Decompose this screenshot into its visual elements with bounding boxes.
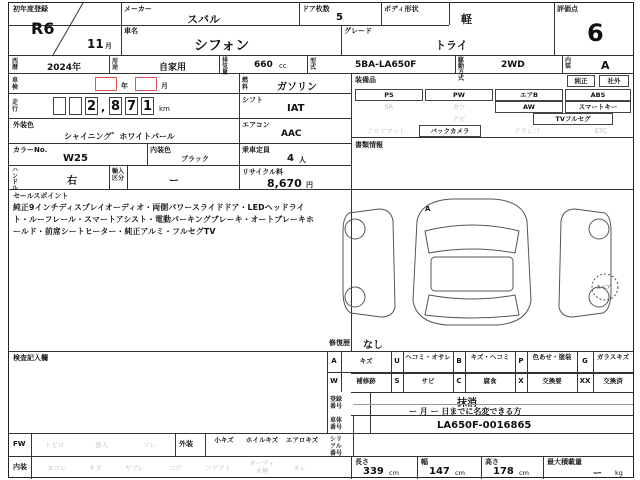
first-reg-month-unit: 月 (105, 42, 112, 50)
car-name-value: シフォン (194, 38, 250, 54)
interior-grade-label: 内装 (565, 57, 572, 70)
legend-key: P (518, 357, 524, 365)
interior-item: ヨゴレ (47, 464, 67, 472)
import-label: 輸入区分 (112, 168, 125, 182)
year-label: 西暦 (12, 58, 19, 71)
legend-text: 補修跡 (356, 377, 376, 385)
recycle-unit: 円 (306, 181, 313, 189)
legend-text: ヘコミ・オサレ (405, 353, 451, 361)
legend-text: サビ (421, 377, 435, 385)
legend-text: 交換要 (542, 377, 562, 385)
drive-label: 駆動方式 (458, 57, 465, 82)
body-label: ボディ形状 (384, 5, 419, 13)
exterior-color-label: 外装色 (13, 121, 34, 129)
legend-key: B (456, 357, 462, 365)
equipment-item: バックカメラ (419, 125, 481, 137)
first-reg-label: 初年度登録 (13, 5, 48, 13)
handle-label: ハンドル (12, 167, 19, 192)
equipment-item: フロアマット (366, 127, 406, 135)
fw-item: 巻入 (95, 441, 108, 449)
interior-item: ヌレ (293, 464, 306, 472)
legend-text: キズ・ヘコミ (470, 353, 510, 361)
mileage-digit: 2 (86, 99, 97, 114)
grade-label: グレード (344, 27, 372, 35)
mileage-label: 走行 (12, 99, 19, 113)
pure-badge: 純正 (567, 75, 595, 87)
inspection-month-box[interactable] (135, 77, 157, 91)
length-unit: cm (389, 469, 399, 477)
import-value: ー (169, 176, 179, 187)
spare-label: スペア (596, 285, 612, 291)
aftermarket-badge: 社外 (599, 75, 629, 87)
interior-row-label: 内装 (13, 463, 27, 471)
registration-label: 登録番号 (330, 396, 343, 410)
legend-text: 色あせ・塗装 (532, 353, 572, 361)
fuel-label: 燃料 (242, 77, 249, 91)
interior-color-label: 内装色 (150, 146, 171, 154)
mileage-separator: , (101, 101, 106, 114)
fw-ext-item: ホイルキズ (245, 436, 279, 444)
capacity-label: 乗車定員 (242, 146, 270, 154)
interior-item: オーディオ無 (249, 459, 275, 475)
capacity-unit: 人 (299, 156, 306, 164)
fw-item: トピロ (45, 441, 65, 449)
damage-legend (327, 352, 633, 392)
color-no-label: カラーNo. (13, 146, 48, 154)
legend-key: XX (579, 377, 591, 385)
sales-point-label: セールスポイント (13, 192, 69, 200)
displacement-value: 660 (254, 60, 273, 70)
shift-value: IAT (287, 103, 305, 114)
length-label: 長さ (355, 458, 369, 466)
mileage-digit (69, 97, 82, 115)
equipment-item: カワ (452, 103, 466, 111)
recycle-label: リサイクル料 (242, 168, 284, 176)
vin-label: 車体番号 (330, 417, 343, 431)
vin-value: LA650F-0016865 (437, 420, 532, 431)
repair-history-value: なし (363, 340, 383, 351)
doors-label: ドア枚数 (302, 5, 330, 13)
fw-ext-item: エアロキズ (285, 436, 319, 444)
interior-item: ヤブレ (125, 464, 145, 472)
equipment-item: エアB (495, 89, 563, 101)
interior-color-value: ブラック (181, 155, 209, 163)
max-load-label: 最大積載量 (547, 458, 582, 466)
equipment-item: AW (495, 101, 563, 113)
fuel-value: ガソリン (277, 82, 317, 93)
legend-key: A (331, 357, 337, 365)
width-label: 幅 (421, 458, 428, 466)
legend-key: U (394, 357, 400, 365)
auction-sheet (8, 2, 634, 478)
car-diagram (321, 191, 633, 331)
legend-key: W (330, 377, 338, 385)
legend-key: C (456, 377, 462, 385)
maker-label: メーカー (124, 5, 152, 13)
car-name-label: 車名 (124, 27, 138, 35)
recycle-value: 8,670 (267, 177, 302, 190)
legend-text: 交換済 (603, 377, 623, 385)
model-label: 型式 (310, 58, 317, 71)
mileage-digits (53, 97, 223, 115)
sales-point-text: 純正9インチディスプレイオーディオ・両側パワースライドドア・LEDヘッドライト・ルーフレール・スマートアシスト・電動パーキングブレーキ・オートブレーキホールド・前席シートヒーター・純正アルミ・フルセグTV (13, 203, 314, 236)
doors-value: 5 (336, 12, 343, 23)
equipment-item: SR (384, 103, 394, 111)
legend-key: G (582, 357, 588, 365)
width-value: 147 (429, 466, 450, 477)
damage-marker: A (425, 205, 431, 213)
documents-label: 書類情報 (355, 141, 383, 149)
grade-score-label: 評価点 (557, 5, 578, 13)
grade-value: トライ (435, 39, 468, 52)
legend-text: 腐食 (483, 377, 497, 385)
equipment-item: PS (355, 89, 423, 101)
max-load-unit: kg (615, 469, 623, 477)
grade-score-value: 6 (587, 19, 604, 47)
year-value: 2024年 (47, 63, 82, 73)
legend-key: S (394, 377, 400, 385)
displacement-unit: cc (279, 62, 287, 70)
equipment-item: ABS (565, 89, 631, 101)
mileage-digit: 1 (142, 99, 153, 114)
repair-history-label: 修復歴 (329, 339, 350, 347)
inspector-label: 検査記入欄 (13, 354, 48, 362)
exterior-color-value: シャイニング゛ホワイトパール (64, 132, 175, 141)
inspection-month-unit: 月 (161, 82, 168, 90)
mileage-unit: km (159, 105, 170, 113)
use-label: 用途 (112, 58, 119, 71)
equipment-item: PW (425, 89, 493, 101)
equipment-item: TVフルセグ (533, 113, 613, 125)
interior-grade-value: A (601, 59, 610, 72)
color-no-value: W25 (63, 153, 88, 164)
mileage-digit: 7 (126, 99, 137, 114)
first-reg-era: R6 (31, 19, 55, 38)
legend-text: キズ (359, 357, 373, 365)
fw-ext-label: 外装 (179, 440, 193, 448)
shift-label: シフト (242, 96, 263, 104)
interior-item: コゲアト (205, 464, 231, 472)
mileage-digit: 8 (110, 99, 121, 114)
width-unit: cm (455, 469, 465, 477)
first-reg-month: 11 (87, 37, 104, 51)
mileage-digit (53, 97, 66, 115)
model-value: 5BA-LA650F (355, 60, 417, 70)
inspection-label: 車検 (12, 77, 19, 91)
legend-text: ガラスキズ (596, 353, 630, 361)
capacity-value: 4 (287, 153, 294, 164)
inspection-year-box[interactable] (95, 77, 117, 91)
displacement-label: 排気量 (222, 57, 229, 76)
fw-item: ソレ (143, 441, 156, 449)
fw-label: FW (13, 440, 26, 448)
equipment-label: 装備品 (355, 76, 376, 84)
length-value: 339 (363, 466, 384, 477)
equipment-grid (353, 89, 633, 137)
equipment-item: ナビ (452, 115, 466, 123)
fw-ext-item: 小キズ (214, 436, 234, 444)
inspection-year-unit: 年 (121, 82, 128, 90)
ac-value: AAC (281, 129, 302, 139)
ac-label: エアコン (242, 121, 270, 129)
equipment-item: ETC (594, 127, 608, 135)
body-value: 軽 (461, 13, 472, 26)
interior-item: コゲ (169, 464, 182, 472)
maker-value: スバル (187, 13, 220, 26)
height-unit: cm (519, 469, 529, 477)
registration-note: ー 月 ー 日までに名変できる方 (409, 407, 522, 416)
use-value: 自家用 (159, 63, 187, 73)
equipment-item: スマートキー (565, 101, 631, 113)
height-label: 高さ (485, 458, 499, 466)
handle-value: 右 (67, 176, 77, 187)
serial-label: シリアル番号 (330, 436, 343, 457)
max-load-value: ー (593, 469, 603, 479)
equipment-item: ドラレコ (514, 127, 540, 135)
drive-value: 2WD (501, 60, 525, 70)
height-value: 178 (493, 466, 514, 477)
legend-key: X (518, 377, 524, 385)
interior-item: キズ (89, 464, 102, 472)
